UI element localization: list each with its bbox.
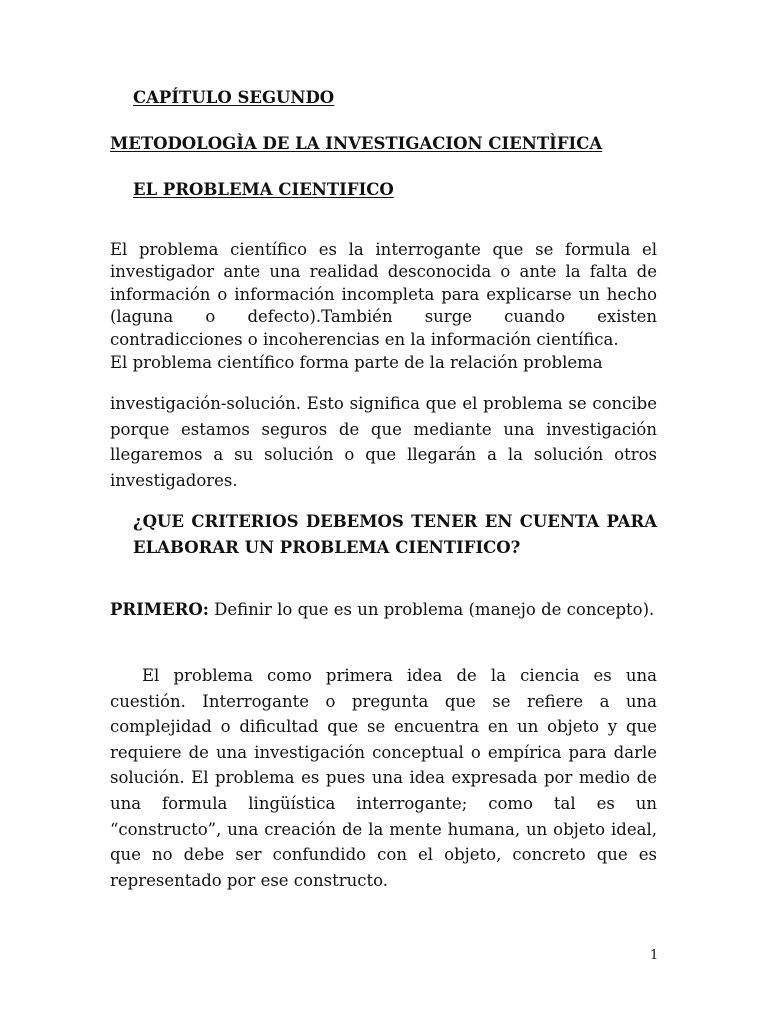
question-line-2: ELABORAR UN PROBLEMA CIENTIFICO?	[133, 538, 521, 557]
first-text: Definir lo que es un problema (manejo de concepto).	[208, 600, 655, 619]
first-label: PRIMERO:	[110, 600, 209, 619]
paragraph-problem-definition: El problema científico es la interrogante que se formula el investigador ante una realidad desconocida o ante la falta de información o información incompleta para explicarse un hecho (laguna o defecto).También surge cuando existen contradicciones o incoherencias en la información científica.	[110, 240, 657, 349]
paragraph-problem-as-idea: El problema como primera idea de la ciencia es una cuestión. Interrogante o pregunta que se refiere a una complejidad o dificultad que se encuentra en un objeto y que requiere de una investigación conceptual o empírica para darle solución. El problema es pues una idea expresada por medio de una formula lingüística interrogante; como tal es un “constructo”, una creación de la mente humana, un objeto ideal, que no debe ser confundido con el objeto, concreto que es representado por ese constructo.	[110, 666, 657, 890]
page-number: 1	[650, 948, 659, 963]
paragraph-relation-intro: El problema científico forma parte de la relación problema	[110, 353, 603, 372]
paragraph-investigation-solution: investigación-solución. Esto significa que el problema se concibe porque estamos seguros de que mediante una investigación llegaremos a su solución o que llegarán a la solución otros investigadores.	[110, 394, 657, 490]
paragraph-first-criterion	[110, 597, 657, 623]
problem-heading: EL PROBLEMA CIENTIFICO	[133, 180, 394, 199]
question-heading	[133, 509, 657, 561]
methodology-heading: METODOLOGÌA DE LA INVESTIGACION CIENTÌFICA	[110, 134, 603, 153]
question-line-1: ¿QUE CRITERIOS DEBEMOS TENER EN CUENTA PARA	[133, 512, 657, 531]
chapter-heading: CAPÍTULO SEGUNDO	[133, 88, 335, 107]
